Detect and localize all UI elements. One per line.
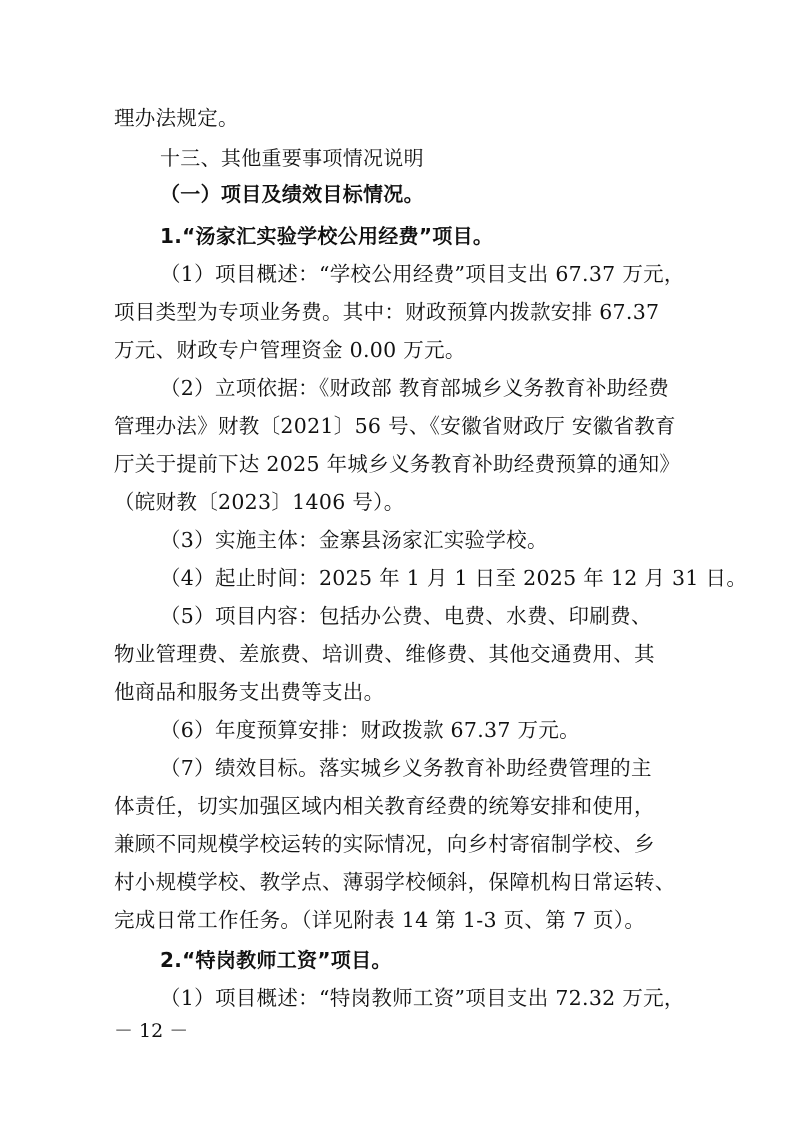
text-line: （皖财教〔2023〕1406 号）。 <box>114 490 405 514</box>
text-line: 项目类型为专项业务费。其中：财政预算内拨款安排 67.37 <box>114 300 660 324</box>
text-line: 他商品和服务支出费等支出。 <box>114 680 385 704</box>
text-line: （5）项目内容：包括办公费、电费、水费、印刷费、 <box>160 604 652 628</box>
text-line: （2）立项依据：《财政部 教育部城乡义务教育补助经费 <box>160 376 670 400</box>
subsection-heading: （一）项目及绩效目标情况。 <box>160 182 424 206</box>
project-heading: 2.“特岗教师工资”项目。 <box>160 948 392 972</box>
text-line: （1）项目概述：“特岗教师工资”项目支出 72.32 万元， <box>160 986 685 1010</box>
text-line: （1）项目概述：“学校公用经费”项目支出 67.37 万元， <box>160 262 685 286</box>
text-line: （4）起止时间：2025 年 1 月 1 日至 2025 年 12 月 31 日。 <box>160 566 748 590</box>
text-line: 理办法规定。 <box>114 106 239 130</box>
text-line: 兼顾不同规模学校运转的实际情况，向乡村寄宿制学校、乡 <box>114 832 655 856</box>
page-number: － 12 － <box>114 1020 189 1042</box>
section-heading: 十三、其他重要事项情况说明 <box>160 146 424 170</box>
text-line: （6）年度预算安排：财政拨款 67.37 万元。 <box>160 718 580 742</box>
text-line: （7）绩效目标。落实城乡义务教育补助经费管理的主 <box>160 756 652 780</box>
text-line: 体责任，切实加强区域内相关教育经费的统筹安排和使用， <box>114 794 655 818</box>
text-line: 村小规模学校、教学点、薄弱学校倾斜，保障机构日常运转、 <box>114 870 676 894</box>
project-heading: 1.“汤家汇实验学校公用经费”项目。 <box>160 224 494 248</box>
text-line: 物业管理费、差旅费、培训费、维修费、其他交通费用、其 <box>114 642 655 666</box>
text-line: （3）实施主体：金寨县汤家汇实验学校。 <box>160 528 548 552</box>
text-line: 万元、财政专户管理资金 0.00 万元。 <box>114 338 466 362</box>
text-line: 完成日常工作任务。（详见附表 14 第 1-3 页、第 7 页）。 <box>114 908 646 932</box>
text-line: 厅关于提前下达 2025 年城乡义务教育补助经费预算的通知》 <box>114 452 681 476</box>
text-line: 管理办法》财教〔2021〕56 号、《安徽省财政厅 安徽省教育 <box>114 414 676 438</box>
